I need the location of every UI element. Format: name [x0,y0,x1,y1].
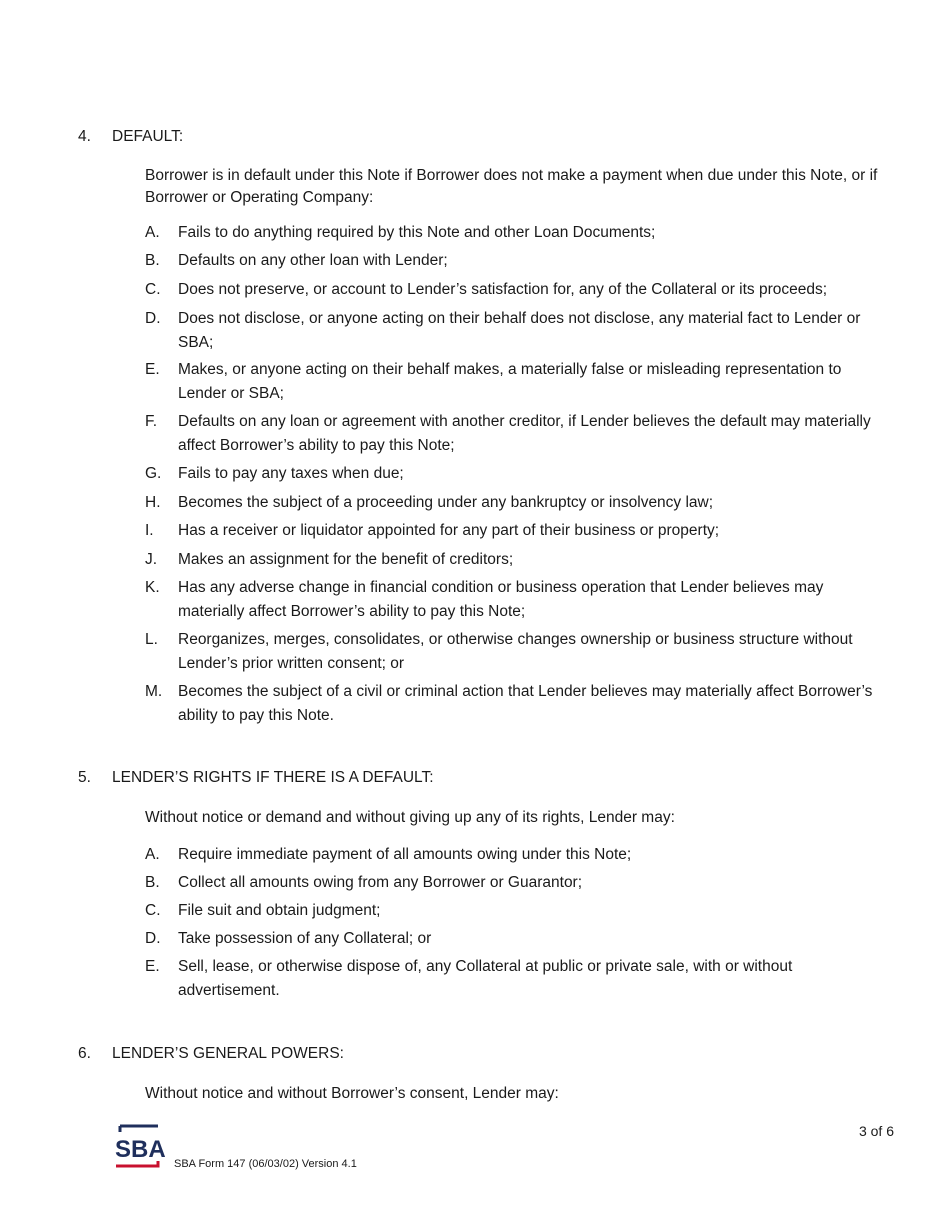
list-text: Makes an assignment for the benefit of creditors; [178,551,514,568]
list-item [145,307,890,355]
list-letter: C. [145,281,161,298]
list-letter: L. [145,631,158,648]
section-number: 6. [78,1045,91,1062]
list-item [145,249,890,273]
section-4-intro: Borrower is in default under this Note if Borrower does not make a payment when due under this Note, or if Borrower or Operating Company: [145,167,878,206]
list-letter: J. [145,551,158,568]
section-5-intro: Without notice or demand and without giving up any of its rights, Lender may: [145,809,675,826]
list-text: Reorganizes, merges, consolidates, or otherwise changes ownership or business structure without Lender’s prior written consent; or [178,631,853,672]
list-letter: D. [145,930,161,947]
list-letter: H. [145,494,161,511]
list-item [145,491,890,515]
list-letter: D. [145,310,161,327]
form-identifier: SBA Form 147 (06/03/02) Version 4.1 [174,1158,357,1170]
section-title: DEFAULT: [112,128,184,145]
list-item [145,358,890,406]
list-letter: I. [145,522,154,539]
list-letter: A. [145,224,160,241]
list-text: Sell, lease, or otherwise dispose of, any Collateral at public or private sale, with or without advertisement. [178,958,793,999]
list-letter: E. [145,958,160,975]
list-text: Defaults on any loan or agreement with another creditor, if Lender believes the default may materially affect Borrower’s ability to pay this Note; [178,413,871,454]
list-text: Does not preserve, or account to Lender’s satisfaction for, any of the Collateral or its proceeds; [178,281,828,298]
list-letter: F. [145,413,158,430]
list-letter: G. [145,465,162,482]
list-item [145,548,890,572]
list-letter: A. [145,846,160,863]
list-item [145,955,890,1003]
list-letter: E. [145,361,160,378]
list-item [145,462,890,486]
section-number: 4. [78,128,91,145]
list-text: File suit and obtain judgment; [178,902,381,919]
logo-text: SBA [115,1136,166,1163]
list-text: Fails to pay any taxes when due; [178,465,404,482]
list-text: Makes, or anyone acting on their behalf makes, a materially false or misleading representation to Lender or SBA; [178,361,842,402]
list-letter: K. [145,579,160,596]
list-letter: B. [145,252,160,269]
list-text: Has a receiver or liquidator appointed for any part of their business or property; [178,522,720,539]
list-item [145,576,890,624]
list-item [145,278,890,302]
list-letter: M. [145,683,163,700]
list-item [145,899,890,923]
list-item [145,410,890,458]
list-text: Does not disclose, or anyone acting on their behalf does not disclose, any material fact to Lender or SBA; [178,310,861,351]
list-item [145,628,890,676]
list-text: Defaults on any other loan with Lender; [178,252,448,269]
section-number: 5. [78,769,91,786]
list-item [145,221,890,245]
list-item [145,927,890,951]
page-number: 3 of 6 [858,1123,894,1139]
list-item [145,519,890,543]
section-title: LENDER’S GENERAL POWERS: [112,1045,344,1062]
list-text: Becomes the subject of a civil or criminal action that Lender believes may materially affect Borrower’s ability to pay this Note. [178,683,873,724]
list-text: Fails to do anything required by this Note and other Loan Documents; [178,224,656,241]
list-text: Require immediate payment of all amounts owing under this Note; [178,846,632,863]
list-item [145,680,890,728]
section-6-intro: Without notice and without Borrower’s consent, Lender may: [145,1085,559,1102]
list-text: Take possession of any Collateral; or [178,930,432,947]
list-item [145,843,890,867]
list-text: Becomes the subject of a proceeding under any bankruptcy or insolvency law; [178,494,714,511]
list-text: Collect all amounts owing from any Borrower or Guarantor; [178,874,583,891]
list-letter: C. [145,902,161,919]
sba-logo-icon [114,1124,170,1170]
list-text: Has any adverse change in financial condition or business operation that Lender believes may materially affect Borrower’s ability to pay this Note; [178,579,824,620]
sba-logo [114,1124,170,1170]
section-title: LENDER’S RIGHTS IF THERE IS A DEFAULT: [112,769,434,786]
list-letter: B. [145,874,160,891]
list-item [145,871,890,895]
